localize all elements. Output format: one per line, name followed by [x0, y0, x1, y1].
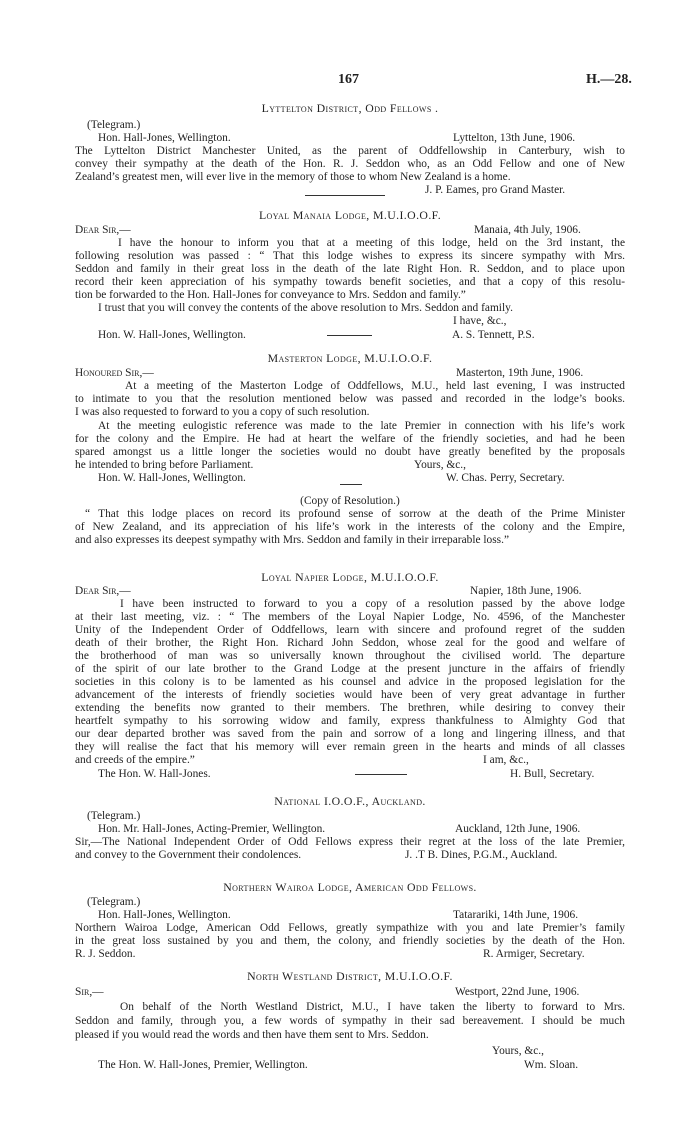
- body-line: convey their sympathy at the death of the Hon. R. J. Seddon who, as an Odd Fellow and one of New: [75, 158, 625, 170]
- signature: J. .T B. Dines, P.G.M., Auckland.: [405, 849, 558, 861]
- place-date: Westport, 22nd June, 1906.: [455, 986, 580, 998]
- body-line: spared amongst us a little longer the societies would no doubt have greatly benefited by the proposals: [75, 446, 625, 458]
- body-line: for the colony and the Empire. He had at heart the welfare of the friendly societies, and had he been: [75, 433, 625, 445]
- body-line: to intimate to you that the resolution mentioned below was passed and recorded in the lodge’s books.: [75, 393, 625, 405]
- salutation: Sir,—: [75, 986, 104, 998]
- body-line: On behalf of the North Westland District, M.U., I have taken the liberty to forward to Mrs.: [120, 1001, 625, 1013]
- addressee: Hon. Hall-Jones, Wellington.: [98, 132, 231, 144]
- page-number: 167: [338, 72, 359, 87]
- body-line: Sir,—The National Independent Order of Odd Fellows express their regret at the loss of the late Premier,: [75, 836, 625, 848]
- body-line: and creeds of the empire.”: [75, 754, 195, 766]
- body-line: Northern Wairoa Lodge, American Odd Fellows, greatly sympathize with you and late Premier’s family: [75, 922, 625, 934]
- body-line: they will realise the fact that his memory will ever remain green in the hearts and minds of all classes: [75, 741, 625, 753]
- body-line: Zealand’s greatest men, will ever live in the memory of those to whom New Zealand is a home.: [75, 171, 511, 183]
- addressee: Hon. Mr. Hall-Jones, Acting-Premier, Wellington.: [98, 823, 326, 835]
- addressee: Hon. Hall-Jones, Wellington.: [98, 909, 231, 921]
- body-line: in the great loss sustained by you and them, the colony, and friendly societies by the death of the Hon.: [75, 935, 625, 947]
- body-line: the brotherhood of man was so universally known throughout the civilised world. The departure: [75, 650, 625, 662]
- divider: [340, 484, 362, 485]
- document-reference: H.—28.: [586, 72, 632, 87]
- signature: W. Chas. Perry, Secretary.: [446, 472, 565, 484]
- divider: [355, 774, 407, 775]
- place-date: Masterton, 19th June, 1906.: [456, 367, 584, 379]
- salutation: Dear Sir,—: [75, 585, 131, 597]
- divider: [327, 335, 372, 336]
- addressee: The Hon. W. Hall-Jones.: [98, 768, 211, 780]
- body-line: extending the benefits now granted to their members. The brethren, while desiring to convey their: [75, 702, 625, 714]
- body-line: Unity of the Independent Order of Oddfellows, learn with sincere and profound regret of the sudden: [75, 624, 625, 636]
- telegram-label: (Telegram.): [87, 810, 141, 822]
- body-line: of the spirit of our late brother to the Grand Lodge at the present juncture in the affairs of friendly: [75, 663, 625, 675]
- body-line: R. J. Seddon.: [75, 948, 136, 960]
- body-line: heartfelt sympathy to his sorrowing widow and family, express thankfulness to Almighty God that: [75, 715, 625, 727]
- body-line: I have been instructed to forward to you a copy of a resolution passed by the above lodge: [120, 598, 625, 610]
- body-line: I have the honour to inform you that at a meeting of this lodge, held on the 3rd instant, the: [118, 237, 625, 249]
- section-heading-northern-wairoa: Northern Wairoa Lodge, American Odd Fellows.: [223, 880, 477, 894]
- section-heading-north-westland: North Westland District, M.U.I.O.O.F.: [247, 969, 453, 983]
- resolution-line: “ That this lodge places on record its profound sense of sorrow at the death of the Prime Minister: [85, 508, 625, 520]
- signature: H. Bull, Secretary.: [510, 768, 595, 780]
- resolution-line: of New Zealand, and its appreciation of his life’s work in the interests of the colony and the Empire,: [75, 521, 625, 533]
- body-line: he intended to bring before Parliament.: [75, 459, 254, 471]
- closing: I have, &c.,: [453, 315, 507, 327]
- addressee: The Hon. W. Hall-Jones, Premier, Wellington.: [98, 1059, 308, 1071]
- section-heading-napier: Loyal Napier Lodge, M.U.I.O.O.F.: [261, 570, 439, 584]
- body-line: record their keen appreciation of his sympathy towards benefit societies, and that a copy of this resolu-: [75, 276, 625, 288]
- body-line: death of their brother, the Right Hon. Richard John Seddon, whose zeal for the good and welfare of: [75, 637, 625, 649]
- signature: R. Armiger, Secretary.: [483, 948, 585, 960]
- body-line: The Lyttelton District Manchester United, as the parent of Oddfellowship in Canterbury, wish to: [75, 145, 625, 157]
- closing: I am, &c.,: [483, 754, 529, 766]
- body-line: our dear departed brother was saved from the pain and sorrow of a long and lingering illness, and that: [75, 728, 625, 740]
- closing: Yours, &c.,: [492, 1045, 545, 1057]
- body-line: At a meeting of the Masterton Lodge of Oddfellows, M.U., held last evening, I was instructed: [125, 380, 625, 392]
- body-line: Seddon and family, through you, a few words of sympathy in their sad bereavement. I should be much: [75, 1015, 625, 1027]
- body-line: I was also requested to forward to you a copy of such resolution.: [75, 406, 370, 418]
- addressee: Hon. W. Hall-Jones, Wellington.: [98, 472, 246, 484]
- place-date: Napier, 18th June, 1906.: [470, 585, 582, 597]
- section-heading-lyttelton: Lyttelton District, Odd Fellows .: [261, 101, 439, 115]
- section-heading-manaia: Loyal Manaia Lodge, M.U.I.O.O.F.: [258, 208, 442, 222]
- body-line: At the meeting eulogistic reference was made to the late Premier in connection with his life’s work: [98, 420, 625, 432]
- body-line: at their last meeting, viz. : “ The members of the Loyal Napier Lodge, No. 4596, of the Manchester: [75, 611, 625, 623]
- place-date: Lyttelton, 13th June, 1906.: [453, 132, 576, 144]
- telegram-label: (Telegram.): [87, 119, 141, 131]
- body-line: advancement of the interests of friendly societies would have been of very great advantage in further: [75, 689, 625, 701]
- body-line: and convey to the Government their condolences.: [75, 849, 302, 861]
- place-date: Auckland, 12th June, 1906.: [455, 823, 581, 835]
- addressee: Hon. W. Hall-Jones, Wellington.: [98, 329, 246, 341]
- section-heading-masterton: Masterton Lodge, M.U.I.O.O.F.: [267, 351, 433, 365]
- resolution-line: and also expresses its deepest sympathy with Mrs. Seddon and family in their irreparable loss.”: [75, 534, 510, 546]
- body-line: tion be forwarded to the Hon. Hall-Jones for conveyance to Mrs. Seddon and family.”: [75, 289, 466, 301]
- salutation: Honoured Sir,—: [75, 367, 154, 379]
- body-line: pleased if you would read the words and then have them sent to Mrs. Seddon.: [75, 1029, 429, 1041]
- closing: Yours, &c.,: [414, 459, 467, 471]
- copy-of-resolution-heading: (Copy of Resolution.): [300, 495, 400, 507]
- section-heading-national: National I.O.O.F., Auckland.: [274, 794, 426, 808]
- divider: [305, 195, 385, 196]
- salutation: Dear Sir,—: [75, 224, 131, 236]
- body-line: following resolution was passed : “ That this lodge wishes to express its sincere sympathy with Mrs.: [75, 250, 625, 262]
- signature: J. P. Eames, pro Grand Master.: [425, 184, 566, 196]
- place-date: Manaia, 4th July, 1906.: [474, 224, 581, 236]
- body-line: Seddon and family in their great loss in the death of the late Right Hon. R. Seddon, and to place upon: [75, 263, 625, 275]
- telegram-label: (Telegram.): [87, 896, 141, 908]
- signature: Wm. Sloan.: [524, 1059, 579, 1071]
- body-line: I trust that you will convey the contents of the above resolution to Mrs. Seddon and family.: [98, 302, 513, 314]
- body-line: societies in this colony is to be lamented as his counsel and advice in the proposed legislation for the: [75, 676, 625, 688]
- place-date: Tatarariki, 14th June, 1906.: [453, 909, 579, 921]
- signature: A. S. Tennett, P.S.: [452, 329, 535, 341]
